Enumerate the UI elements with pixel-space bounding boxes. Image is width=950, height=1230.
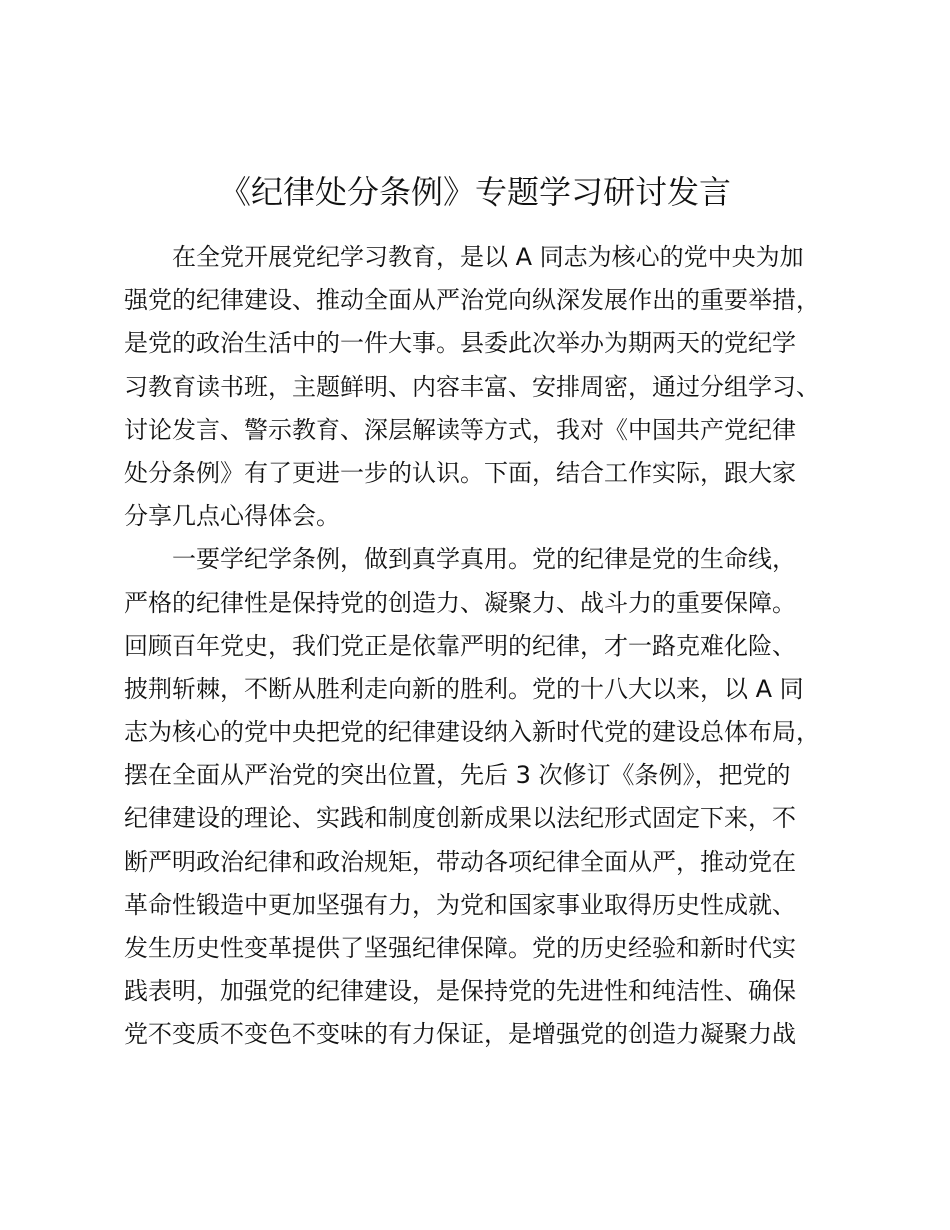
paragraph-2-line-12: 党不变质不变色不变味的有力保证，是增强党的创造力凝聚力战 — [124, 1020, 796, 1049]
paragraph-1-line-2: 强党的纪律建设、推动全面从严治党向纵深发展作出的重要举措， — [124, 286, 820, 315]
paragraph-1-line-4: 习教育读书班，主题鲜明、内容丰富、安排周密，通过分组学习、 — [124, 372, 820, 401]
paragraph-2-line-3: 回顾百年党史，我们党正是依靠严明的纪律，才一路克难化险、 — [124, 631, 796, 660]
paragraph-2-line-5: 志为核心的党中央把党的纪律建设纳入新时代党的建设总体布局， — [124, 718, 820, 747]
paragraph-2-line-1: 一要学纪学条例，做到真学真用。党的纪律是党的生命线， — [172, 545, 796, 574]
paragraph-2-line-4: 披荆斩棘，不断从胜利走向新的胜利。党的十八大以来，以 A 同 — [124, 674, 804, 703]
paragraph-2-line-10: 发生历史性变革提供了坚强纪律保障。党的历史经验和新时代实 — [124, 934, 796, 962]
paragraph-2-line-2: 严格的纪律性是保持党的创造力、凝聚力、战斗力的重要保障。 — [124, 588, 796, 617]
paragraph-1-line-7: 分享几点心得体会。 — [124, 502, 340, 531]
paragraph-2-line-11: 践表明，加强党的纪律建设，是保持党的先进性和纯洁性、确保 — [124, 977, 796, 1006]
document-body — [124, 236, 836, 1057]
paragraph-2-line-9: 革命性锻造中更加坚强有力，为党和国家事业取得历史性成就、 — [124, 890, 796, 919]
document-title: 《纪律处分条例》专题学习研讨发言 — [218, 173, 731, 211]
paragraph-2-line-7: 纪律建设的理论、实践和制度创新成果以法纪形式固定下来，不 — [124, 804, 796, 833]
paragraph-2-line-8: 断严明政治纪律和政治规矩，带动各项纪律全面从严，推动党在 — [124, 847, 796, 876]
paragraph-2-line-6: 摆在全面从严治党的突出位置，先后 3 次修订《条例》，把党的 — [124, 761, 791, 790]
paragraph-1-line-1: 在全党开展党纪学习教育，是以 A 同志为核心的党中央为加 — [172, 243, 804, 271]
paragraph-1-line-3: 是党的政治生活中的一件大事。县委此次举办为期两天的党纪学 — [124, 329, 796, 358]
paragraph-1-line-5: 讨论发言、警示教育、深层解读等方式，我对《中国共产党纪律 — [124, 415, 796, 444]
paragraph-1-line-6: 处分条例》有了更进一步的认识。下面，结合工作实际，跟大家 — [124, 458, 796, 487]
